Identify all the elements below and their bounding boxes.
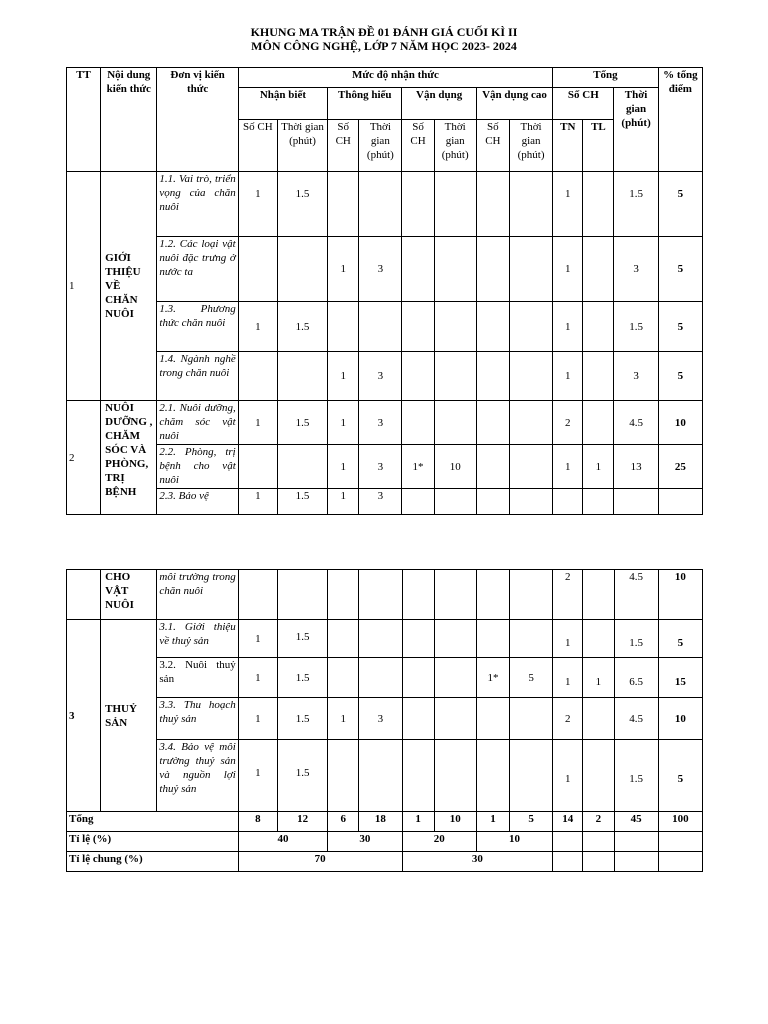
- cell-empty: [510, 570, 553, 620]
- cell-vd-tg: [434, 698, 476, 740]
- total-vd-tg: 10: [434, 812, 476, 832]
- cell-th-ch: 1: [328, 237, 359, 302]
- cell-nb-ch: 1: [238, 302, 277, 352]
- cell-vd-tg: [434, 740, 476, 812]
- cell-vdc-tg: [509, 237, 552, 302]
- total-nb-ch: 8: [238, 812, 277, 832]
- cell-nb-ch: 1: [238, 740, 277, 812]
- ratio-th: 30: [328, 832, 402, 852]
- cell-nb-ch: [238, 352, 277, 401]
- cell-empty: [328, 570, 359, 620]
- document-title-line-2: MÔN CÔNG NGHỆ, LỚP 7 NĂM HỌC 2023- 2024: [251, 39, 517, 53]
- cell-nb-tg: 1.5: [277, 172, 327, 237]
- cell-empty: [658, 832, 702, 852]
- cell-vdc-tg: [510, 740, 553, 812]
- unit-label: 1.3. Phương thức chăn nuôi: [157, 302, 238, 352]
- cell-tg: 4.5: [614, 570, 658, 620]
- cell-empty: [614, 832, 658, 852]
- cell-vd-ch: [402, 620, 434, 658]
- total-pct: 100: [658, 812, 702, 832]
- cell-vd-tg: 10: [434, 445, 476, 489]
- cell-empty: [583, 489, 614, 515]
- cell-empty: [359, 570, 402, 620]
- cell-tn: 1: [553, 172, 583, 237]
- cell-vdc-tg: [509, 445, 552, 489]
- cell-tl: 1: [583, 445, 614, 489]
- cell-vdc-ch: [476, 352, 509, 401]
- cell-tl: [583, 172, 614, 237]
- cell-vdc-ch: [476, 620, 509, 658]
- cell-vd-tg: [434, 302, 476, 352]
- cell-nb-tg: 1.5: [277, 489, 327, 515]
- cell-nb-ch: 1: [238, 620, 277, 658]
- ratio-vd: 20: [402, 832, 476, 852]
- cell-th-ch: [328, 658, 359, 698]
- sub-tn: TN: [553, 120, 583, 172]
- cell-th-tg: 3: [359, 489, 402, 515]
- cell-tl: 1: [583, 658, 614, 698]
- sub-so-ch: Số CH: [402, 120, 434, 172]
- cell-tg: 3: [614, 237, 658, 302]
- header-content: Nội dung kiến thức: [101, 68, 157, 172]
- cell-th-tg: [359, 658, 402, 698]
- cell-tg: 1.5: [614, 302, 658, 352]
- unit-label: 2.2. Phòng, trị bệnh cho vật nuôi: [157, 445, 238, 489]
- cell-th-tg: [359, 172, 402, 237]
- ratio-nb: 40: [238, 832, 327, 852]
- cell-empty: [553, 852, 583, 872]
- cell-empty: [277, 570, 327, 620]
- cell-tn: 1: [553, 237, 583, 302]
- cell-tn: 1: [553, 302, 583, 352]
- cell-nb-tg: [277, 237, 327, 302]
- cell-pct: 10: [658, 698, 702, 740]
- sub-so-ch: Số CH: [476, 120, 509, 172]
- header-total: Tổng: [553, 68, 658, 88]
- cell-th-ch: 1: [328, 352, 359, 401]
- unit-label: 2.3. Bảo vệ: [157, 489, 238, 515]
- sub-thoi-gian: Thời gian (phút): [277, 120, 327, 172]
- cell-tg: 1.5: [614, 172, 658, 237]
- cell-vd-ch: [402, 401, 434, 445]
- cell-nb-tg: 1.5: [277, 620, 327, 658]
- cell-empty: [553, 489, 583, 515]
- cell-vdc-tg: [509, 352, 552, 401]
- cell-nb-ch: 1: [238, 172, 277, 237]
- cell-tg: 3: [614, 352, 658, 401]
- ratio-row: [67, 832, 703, 852]
- header-tt: TT: [67, 68, 101, 172]
- sub-so-ch: Số CH: [328, 120, 359, 172]
- cell-empty: [658, 852, 702, 872]
- cell-empty: [238, 570, 277, 620]
- total-tn: 14: [553, 812, 583, 832]
- cell-empty: [67, 570, 101, 620]
- cell-tg: 4.5: [614, 698, 658, 740]
- cell-pct: 25: [658, 445, 702, 489]
- cell-nb-ch: 1: [238, 658, 277, 698]
- cell-th-tg: [359, 740, 402, 812]
- cell-empty: [583, 832, 614, 852]
- cell-th-tg: [359, 302, 402, 352]
- cell-tn: 2: [553, 698, 583, 740]
- cell-nb-ch: [238, 237, 277, 302]
- topic-tt: 2: [67, 401, 101, 515]
- cell-th-ch: [328, 740, 359, 812]
- total-vd-ch: 1: [402, 812, 434, 832]
- cell-vd-ch: [402, 740, 434, 812]
- cell-tl: [583, 570, 614, 620]
- header-levels: Mức độ nhận thức: [238, 68, 552, 88]
- cell-empty: [658, 489, 702, 515]
- table-row: [67, 489, 703, 515]
- cell-pct: 5: [658, 302, 702, 352]
- cell-th-tg: 3: [359, 401, 402, 445]
- table-row: [67, 570, 703, 620]
- topic-name: GIỚI THIỆU VỀ CHĂN NUÔI: [101, 172, 157, 401]
- cell-nb-tg: 1.5: [277, 302, 327, 352]
- cell-nb-tg: [277, 445, 327, 489]
- cell-vdc-tg: [509, 172, 552, 237]
- cell-tn: 2: [553, 401, 583, 445]
- cell-vd-ch: [402, 698, 434, 740]
- cell-empty: [509, 489, 552, 515]
- cell-vdc-tg: [509, 401, 552, 445]
- table-row: [67, 237, 703, 302]
- matrix-table-part-2: [66, 569, 703, 872]
- cell-tg: 1.5: [614, 620, 658, 658]
- cell-tl: [583, 352, 614, 401]
- cell-nb-tg: [277, 352, 327, 401]
- cell-tg: 1.5: [614, 740, 658, 812]
- cell-vdc-ch: [476, 401, 509, 445]
- topic-tt: 3: [67, 620, 101, 812]
- cell-th-tg: 3: [359, 445, 402, 489]
- cell-vd-ch: [402, 352, 434, 401]
- total-th-ch: 6: [328, 812, 359, 832]
- header-total-time: Thời gian (phút): [614, 88, 658, 172]
- cell-tn: 1: [553, 740, 583, 812]
- unit-label: 3.4. Bảo vệ môi trường thuỷ sản và nguồn lợi thuỷ sản: [157, 740, 238, 812]
- total-vdc-tg: 5: [510, 812, 553, 832]
- cell-vdc-tg: 5: [510, 658, 553, 698]
- total-vdc-ch: 1: [476, 812, 509, 832]
- cell-tg: 13: [614, 445, 658, 489]
- cell-nb-tg: 1.5: [277, 401, 327, 445]
- cell-vdc-ch: [476, 237, 509, 302]
- cell-tn: 1: [553, 658, 583, 698]
- table-row: [67, 445, 703, 489]
- table-row: [67, 658, 703, 698]
- cell-tn: 1: [553, 352, 583, 401]
- header-so-ch: Số CH: [553, 88, 614, 120]
- table-row: [67, 352, 703, 401]
- cell-vd-tg: [434, 620, 476, 658]
- cell-empty: [476, 489, 509, 515]
- cell-empty: [583, 852, 614, 872]
- cell-th-ch: [328, 620, 359, 658]
- cell-vd-ch: 1*: [402, 445, 434, 489]
- cell-nb-ch: 1: [238, 489, 277, 515]
- table-row: [67, 698, 703, 740]
- unit-label: 1.2. Các loại vật nuôi đặc trưng ở nước ta: [157, 237, 238, 302]
- cell-vdc-tg: [510, 698, 553, 740]
- unit-label-continued: môi trường trong chăn nuôi: [157, 570, 238, 620]
- cell-th-tg: 3: [359, 237, 402, 302]
- cell-empty: [402, 570, 434, 620]
- header-unit: Đơn vị kiến thức: [157, 68, 238, 172]
- cell-vdc-ch: [476, 445, 509, 489]
- cell-vdc-ch: [476, 698, 509, 740]
- ratio-general-row: [67, 852, 703, 872]
- table-row: [67, 740, 703, 812]
- cell-empty: [434, 570, 476, 620]
- cell-nb-ch: 1: [238, 401, 277, 445]
- sub-so-ch: Số CH: [238, 120, 277, 172]
- cell-empty: [434, 489, 476, 515]
- cell-tn: 2: [553, 570, 583, 620]
- cell-vd-tg: [434, 237, 476, 302]
- cell-vdc-ch: [476, 302, 509, 352]
- cell-vd-ch: [402, 658, 434, 698]
- cell-vdc-ch: [476, 172, 509, 237]
- cell-nb-ch: [238, 445, 277, 489]
- cell-pct: 5: [658, 172, 702, 237]
- header-thong-hieu: Thông hiểu: [328, 88, 402, 120]
- cell-vd-ch: [402, 302, 434, 352]
- cell-vdc-tg: [509, 302, 552, 352]
- unit-label: 1.4. Ngành nghề trong chăn nuôi: [157, 352, 238, 401]
- cell-tg: 4.5: [614, 401, 658, 445]
- topic-name: NUÔI DƯỠNG , CHĂM SÓC VÀ PHÒNG, TRỊ BỆNH: [101, 401, 157, 515]
- cell-tg: 6.5: [614, 658, 658, 698]
- table-row: [67, 172, 703, 237]
- cell-th-ch: 1: [328, 445, 359, 489]
- header-van-dung-cao: Vận dụng cao: [476, 88, 552, 120]
- cell-pct: 5: [658, 620, 702, 658]
- cell-pct: 5: [658, 352, 702, 401]
- cell-vdc-tg: [510, 620, 553, 658]
- cell-th-ch: 1: [328, 698, 359, 740]
- unit-label: 3.3. Thu hoạch thuỷ sản: [157, 698, 238, 740]
- ratio-vdc: 10: [476, 832, 552, 852]
- cell-th-tg: 3: [359, 698, 402, 740]
- cell-nb-ch: 1: [238, 698, 277, 740]
- unit-label: 2.1. Nuôi dưỡng, chăm sóc vật nuôi: [157, 401, 238, 445]
- table-row: [67, 620, 703, 658]
- cell-tl: [583, 237, 614, 302]
- total-tg: 45: [614, 812, 658, 832]
- cell-empty: [614, 489, 658, 515]
- cell-pct: 15: [658, 658, 702, 698]
- cell-th-ch: [328, 172, 359, 237]
- cell-empty: [402, 489, 434, 515]
- cell-th-ch: 1: [328, 489, 359, 515]
- cell-tl: [583, 401, 614, 445]
- sub-thoi-gian: Thời gian (phút): [509, 120, 552, 172]
- table-row: [67, 302, 703, 352]
- cell-th-ch: 1: [328, 401, 359, 445]
- cell-empty: [614, 852, 658, 872]
- cell-pct: 5: [658, 740, 702, 812]
- cell-empty: [553, 832, 583, 852]
- sub-tl: TL: [583, 120, 614, 172]
- topic-name: THUỶ SẢN: [101, 620, 157, 812]
- cell-vd-tg: [434, 401, 476, 445]
- unit-label: 3.2. Nuôi thuỷ sản: [157, 658, 238, 698]
- table-row: [67, 401, 703, 445]
- ratio-general-low: 70: [238, 852, 402, 872]
- cell-vd-tg: [434, 658, 476, 698]
- topic-tt: 1: [67, 172, 101, 401]
- cell-vdc-ch: [476, 740, 509, 812]
- ratio-label: Tỉ lệ (%): [67, 832, 239, 852]
- document-title-line-1: KHUNG MA TRẬN ĐỀ 01 ĐÁNH GIÁ CUỐI KÌ II: [250, 25, 518, 39]
- totals-row: [67, 812, 703, 832]
- cell-pct: 10: [658, 570, 702, 620]
- header-percent: % tổng điểm: [658, 68, 702, 172]
- cell-vd-tg: [434, 352, 476, 401]
- cell-tl: [583, 302, 614, 352]
- total-th-tg: 18: [359, 812, 402, 832]
- cell-tn: 1: [553, 445, 583, 489]
- matrix-table-part-1: [66, 67, 703, 515]
- cell-nb-tg: 1.5: [277, 698, 327, 740]
- ratio-general-label: Tỉ lệ chung (%): [67, 852, 239, 872]
- sub-thoi-gian: Thời gian (phút): [359, 120, 402, 172]
- cell-tn: 1: [553, 620, 583, 658]
- cell-nb-tg: 1.5: [277, 658, 327, 698]
- topic-name-continued: CHO VẬT NUÔI: [101, 570, 157, 620]
- total-tl: 2: [583, 812, 614, 832]
- total-nb-tg: 12: [277, 812, 327, 832]
- unit-label: 1.1. Vai trò, triển vọng của chăn nuôi: [157, 172, 238, 237]
- totals-label: Tổng: [67, 812, 239, 832]
- cell-th-ch: [328, 302, 359, 352]
- cell-th-tg: 3: [359, 352, 402, 401]
- cell-th-tg: [359, 620, 402, 658]
- sub-thoi-gian: Thời gian (phút): [434, 120, 476, 172]
- ratio-general-high: 30: [402, 852, 553, 872]
- cell-vd-tg: [434, 172, 476, 237]
- cell-tl: [583, 740, 614, 812]
- cell-tl: [583, 698, 614, 740]
- unit-label: 3.1. Giới thiệu về thuỷ sản: [157, 620, 238, 658]
- cell-nb-tg: 1.5: [277, 740, 327, 812]
- cell-vd-ch: [402, 172, 434, 237]
- cell-pct: 10: [658, 401, 702, 445]
- cell-empty: [476, 570, 509, 620]
- header-nhan-biet: Nhận biết: [238, 88, 327, 120]
- cell-pct: 5: [658, 237, 702, 302]
- cell-tl: [583, 620, 614, 658]
- cell-vdc-ch: 1*: [476, 658, 509, 698]
- header-van-dung: Vận dụng: [402, 88, 476, 120]
- cell-vd-ch: [402, 237, 434, 302]
